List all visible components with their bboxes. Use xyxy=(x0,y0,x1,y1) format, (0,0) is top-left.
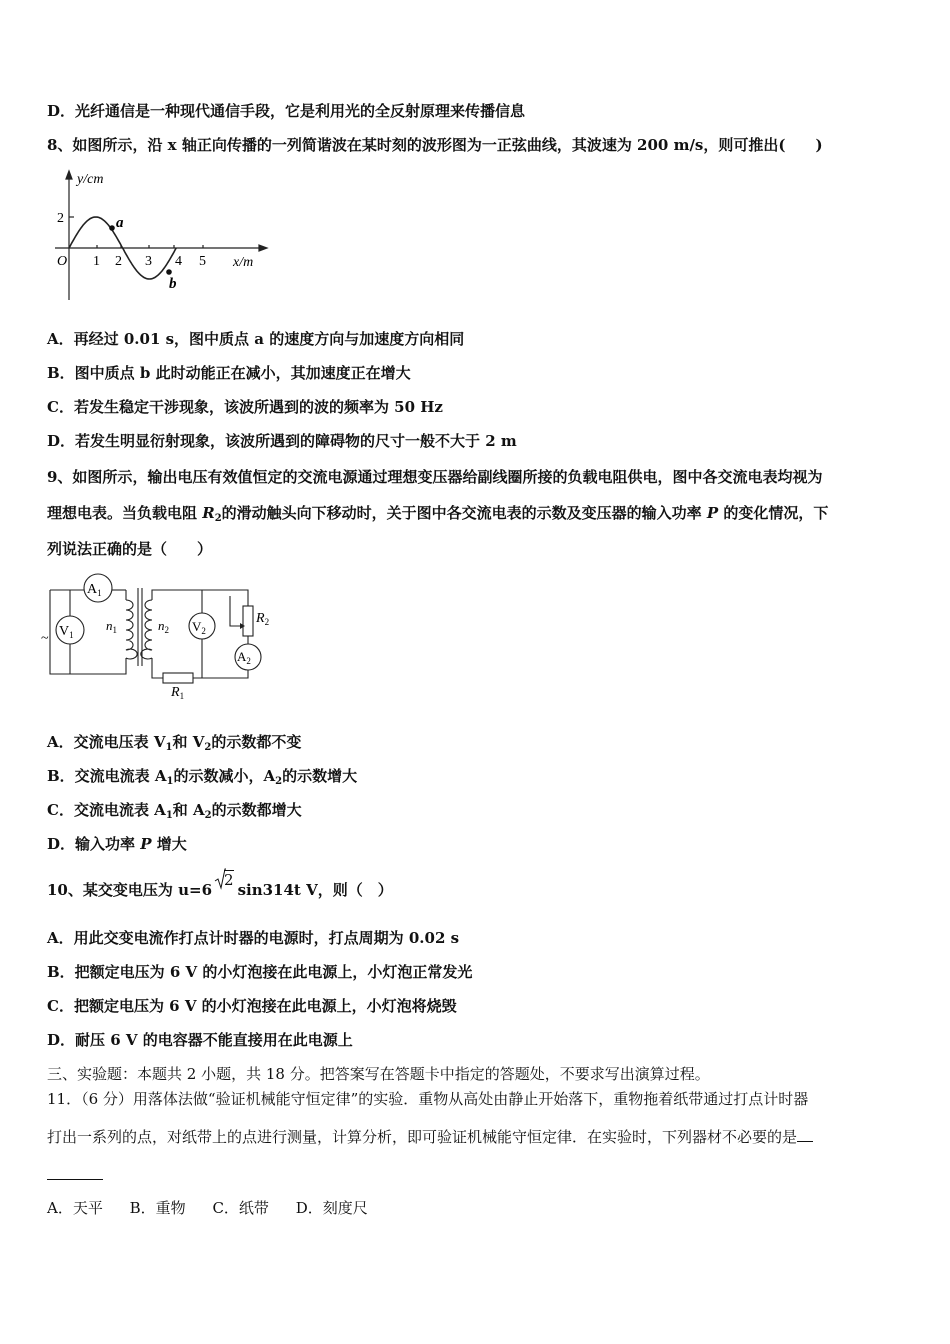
q8-option-d: D．若发生明显衍射现象，该波所遇到的障碍物的尺寸一般不大于 2 m xyxy=(47,432,517,450)
a2-label: $A_2$ xyxy=(237,649,251,666)
ac-source-symbol: ~ xyxy=(41,631,49,646)
sqrt-radical: 2 xyxy=(214,870,234,890)
q9-option-d: D．输入功率 P 增大 xyxy=(47,835,187,853)
y-axis-arrow xyxy=(66,171,72,179)
x-tick-4: 4 xyxy=(175,254,182,269)
q10-option-c: C．把额定电压为 6 V 的小灯泡接在此电源上，小灯泡将烧毁 xyxy=(47,997,457,1015)
a1-label: $A_1$ xyxy=(87,582,102,598)
origin-label: O xyxy=(57,254,68,269)
point-a-dot xyxy=(109,225,115,231)
answer-blank-line xyxy=(47,1179,103,1180)
q7-option-d: D．光纤通信是一种现代通信手段，它是利用光的全反射原理来传播信息 xyxy=(47,102,526,120)
r1-label: $R_1$ xyxy=(171,685,185,701)
q9-stem-line3: 列说法正确的是（ ） xyxy=(47,540,213,558)
q11-option-d: D．刻度尺 xyxy=(295,1199,368,1217)
point-a-label: a xyxy=(116,215,124,231)
q8-stem: 8、如图所示，沿 x 轴正向传播的一列简谐波在某时刻的波形图为一正弦曲线，其波速为 200 m/s，则可推出( ) xyxy=(47,136,823,154)
q9-option-a: A．交流电压表 $V_1$和 $V_2$的示数都不变 xyxy=(47,733,302,753)
x-tick-3: 3 xyxy=(145,254,152,269)
x-axis-arrow xyxy=(259,245,267,251)
section-3-heading: 三、实验题：本题共 2 小题，共 18 分。把答案写在答题卡中指定的答题处，不要求写出演算过程。 xyxy=(47,1065,710,1083)
q11-option-c: C．纸带 xyxy=(212,1199,269,1217)
x-tick-2: 2 xyxy=(115,254,122,269)
q9-option-c: C．交流电流表 $A_1$和 $A_2$的示数都增大 xyxy=(47,801,302,821)
point-b-dot xyxy=(166,269,172,275)
v1-label: $V_1$ xyxy=(59,624,74,640)
x-tick-1: 1 xyxy=(93,254,100,269)
q8-option-b: B．图中质点 b 此时动能正在减小，其加速度正在增大 xyxy=(47,364,411,382)
q11-stem-line2: 打出一系列的点，对纸带上的点进行测量，计算分析，即可验证机械能守恒定律．在实验时，下列器材不必要的是 xyxy=(47,1127,813,1147)
wave-graph xyxy=(45,165,275,305)
point-b-label: b xyxy=(169,276,177,292)
q11-stem-line1: 11．（6 分）用落体法做“验证机械能守恒定律”的实验．重物从高处由静止开始落下，重物拖着纸带通过打点计时器 xyxy=(47,1090,809,1108)
q10-option-d: D．耐压 6 V 的电容器不能直接用在此电源上 xyxy=(47,1031,353,1049)
q10-option-b: B．把额定电压为 6 V 的小灯泡接在此电源上，小灯泡正常发光 xyxy=(47,963,473,981)
q10-stem: 10、某交变电压为 u=6 2sin314t V，则（ ） xyxy=(47,871,393,899)
v2-label: $V_2$ xyxy=(192,619,206,636)
q10-option-a: A．用此交变电流作打点计时器的电源时，打点周期为 0.02 s xyxy=(47,929,460,947)
y-axis-label: y/cm xyxy=(77,172,104,187)
q11-option-a: A．天平 xyxy=(47,1199,103,1217)
r2-label: $R_2$ xyxy=(256,611,270,627)
x-axis-label: x/m xyxy=(233,255,254,270)
n1-label: $n_1$ xyxy=(106,618,117,635)
q9-option-b: B．交流电流表 $A_1$的示数减小，$A_2$的示数增大 xyxy=(47,767,358,787)
transformer-circuit xyxy=(40,566,290,706)
n2-label: $n_2$ xyxy=(158,618,169,635)
q9-stem-line2: 理想电表。当负载电阻 $R_2$的滑动触头向下移动时，关于图中各交流电表的示数及变压器的输入功率 P 的变化情况，下 xyxy=(47,504,829,524)
q9-stem-line1: 9、如图所示，输出电压有效值恒定的交流电源通过理想变压器给副线圈所接的负载电阻供电，图中各交流电表均视为 xyxy=(47,468,823,486)
q8-option-c: C．若发生稳定干涉现象，该波所遇到的波的频率为 50 Hz xyxy=(47,398,443,416)
y-tick-2: 2 xyxy=(57,211,64,226)
x-tick-5: 5 xyxy=(199,254,206,269)
q11-option-b: B．重物 xyxy=(129,1199,186,1217)
q8-option-a: A．再经过 0.01 s，图中质点 a 的速度方向与加速度方向相同 xyxy=(47,330,465,348)
q11-options xyxy=(47,1198,368,1218)
